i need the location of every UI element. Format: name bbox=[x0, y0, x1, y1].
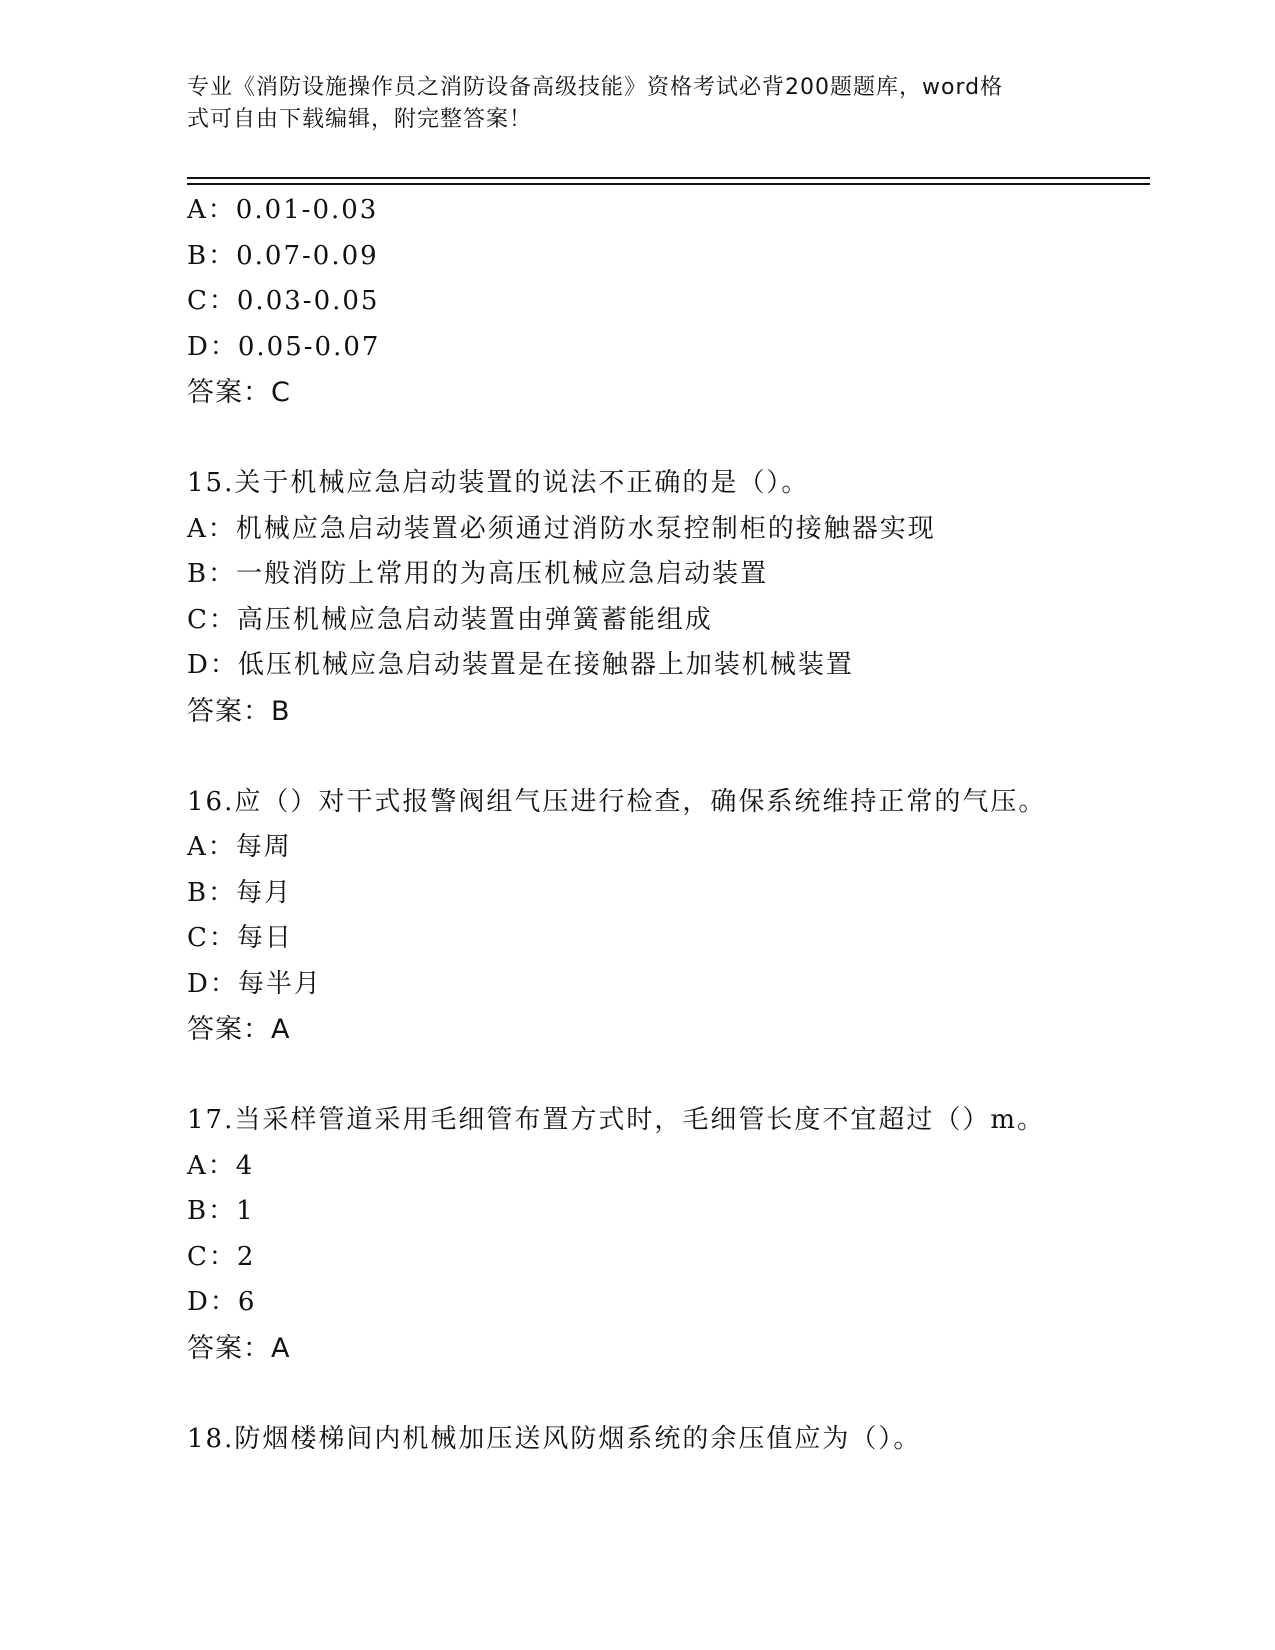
spacer bbox=[187, 416, 1147, 462]
option-d: D：低压机械应急启动装置是在接触器上加装机械装置 bbox=[187, 650, 854, 680]
option-a: A：0.01-0.03 bbox=[187, 195, 379, 225]
question-text: 18.防烟楼梯间内机械加压送风防烟系统的余压值应为（）。 bbox=[187, 1423, 922, 1454]
option-b: B：一般消防上常用的为高压机械应急启动装置 bbox=[187, 559, 769, 589]
option-c: C：2 bbox=[187, 1241, 256, 1272]
answer: 答案：A bbox=[187, 1014, 291, 1045]
option-c: C：每日 bbox=[187, 923, 293, 953]
question-list bbox=[187, 188, 1147, 1462]
option-d: D：6 bbox=[187, 1287, 257, 1317]
question-text: 16.应（）对干式报警阀组气压进行检查，确保系统维持正常的气压。 bbox=[187, 786, 1047, 817]
question-17 bbox=[187, 1098, 1147, 1371]
answer: 答案：A bbox=[187, 1332, 291, 1364]
question-14-options bbox=[187, 188, 1147, 416]
option-a: A：每周 bbox=[187, 832, 292, 862]
option-d: D：每半月 bbox=[187, 968, 322, 999]
spacer bbox=[187, 1371, 1147, 1417]
option-b: B：每月 bbox=[187, 877, 293, 908]
spacer bbox=[187, 734, 1147, 780]
header-divider-bottom bbox=[187, 183, 1150, 185]
header-line-2: 式可自由下载编辑，附完整答案！ bbox=[187, 107, 533, 132]
option-a: A：4 bbox=[187, 1150, 255, 1181]
option-c: C：高压机械应急启动装置由弹簧蓄能组成 bbox=[187, 604, 713, 635]
answer: 答案：B bbox=[187, 695, 291, 727]
option-b: B：0.07-0.09 bbox=[187, 240, 379, 271]
header-line-1: 专业《消防设施操作员之消防设备高级技能》资格考试必背200题题库，word格 bbox=[187, 75, 1004, 100]
question-18 bbox=[187, 1417, 1147, 1463]
document-header bbox=[187, 72, 1067, 136]
question-text: 15.关于机械应急启动装置的说法不正确的是（）。 bbox=[187, 468, 810, 498]
question-15 bbox=[187, 461, 1147, 734]
option-c: C：0.03-0.05 bbox=[187, 286, 380, 316]
option-d: D：0.05-0.07 bbox=[187, 331, 381, 362]
header-divider-top bbox=[187, 177, 1150, 179]
answer: 答案：C bbox=[187, 377, 291, 408]
option-a: A：机械应急启动装置必须通过消防水泵控制柜的接触器实现 bbox=[187, 513, 936, 544]
question-text: 17.当采样管道采用毛细管布置方式时，毛细管长度不宜超过（）m。 bbox=[187, 1105, 1046, 1135]
option-b: B：1 bbox=[187, 1196, 255, 1226]
question-16 bbox=[187, 780, 1147, 1053]
spacer bbox=[187, 1053, 1147, 1099]
